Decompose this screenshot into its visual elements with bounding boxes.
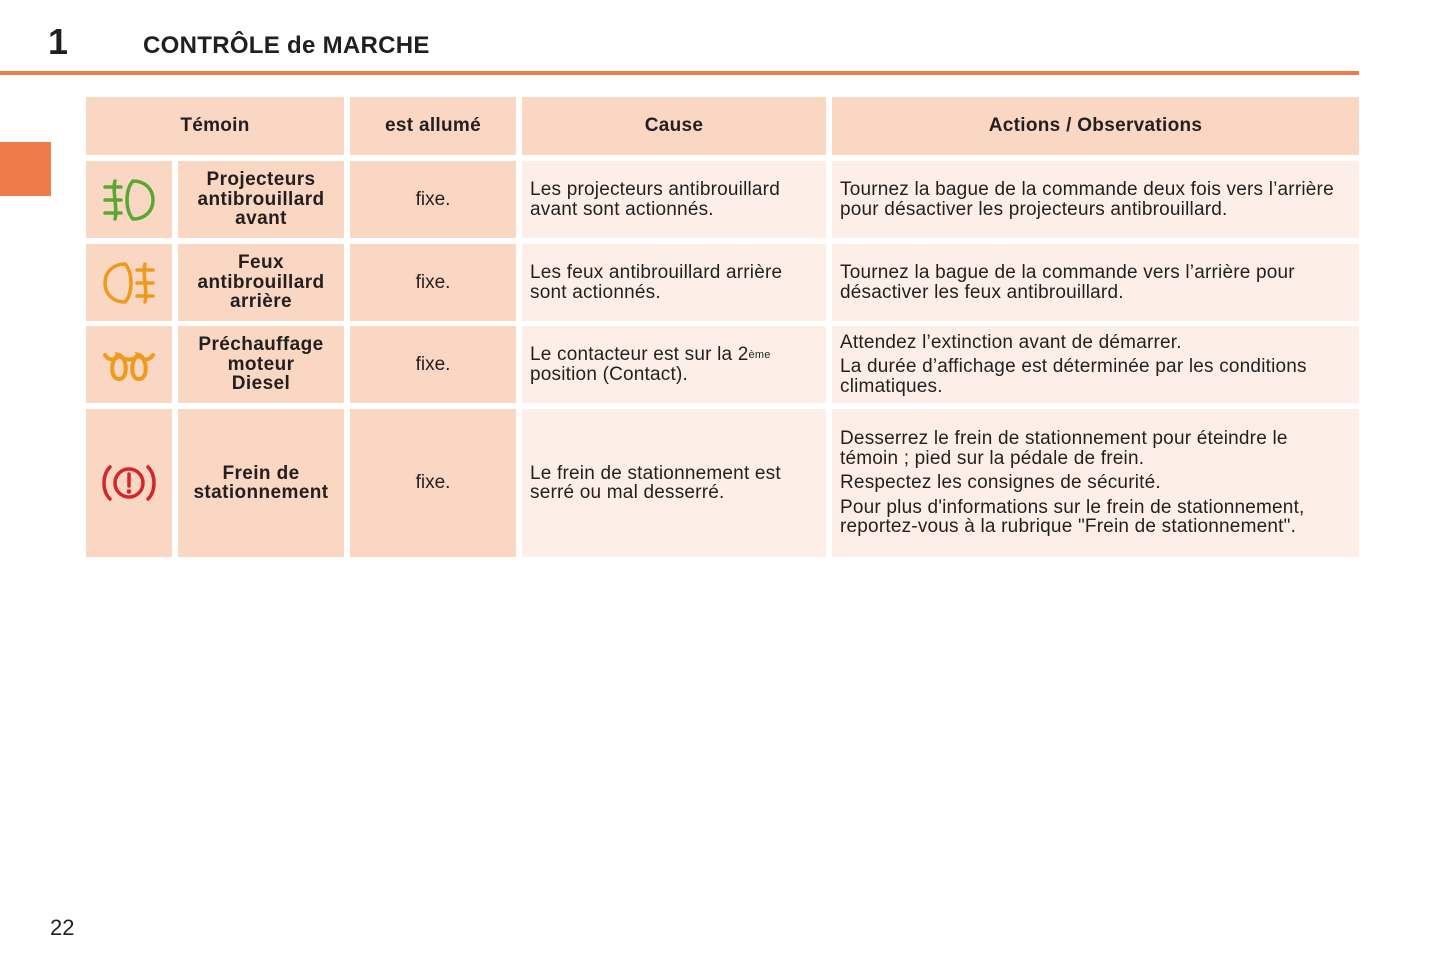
cause-text: Les projecteurs antibrouillard avant sont actionnés.	[530, 179, 780, 220]
cause-suffix: position (Contact).	[530, 363, 688, 385]
cause-text: Le frein de stationnement est serré ou mal desserré.	[530, 462, 781, 503]
action-text: Tournez la bague de la commande vers l’arrière pour désactiver les feux antibrouillard.	[840, 262, 1295, 303]
rear-fog-lamp-icon	[101, 258, 157, 308]
front-fog-lamp-icon	[101, 175, 157, 225]
name-line: Diesel	[231, 373, 291, 395]
action-text: La durée d’affichage est déterminée par les conditions climatiques.	[840, 356, 1307, 397]
action-text: Desserrez le frein de stationnement pour éteindre le témoin ; pied sur la pédale de frein.	[840, 428, 1288, 469]
table-row-cause	[522, 409, 826, 557]
table-row-cause	[522, 244, 826, 321]
table-row-name	[178, 326, 344, 403]
table-row-name	[178, 409, 344, 557]
table-row-state	[350, 409, 516, 557]
name-line: stationnement	[193, 482, 329, 503]
action-text: Pour plus d'informations sur le frein de stationnement, reportez-vous à la rubrique "Frein de stationnement".	[840, 496, 1305, 538]
table-row-actions	[832, 409, 1359, 557]
header-cause	[522, 97, 826, 155]
cause-superscript: ème	[748, 349, 771, 361]
table-row-icon	[86, 244, 172, 321]
table-row-state	[350, 326, 516, 403]
name-line: Frein de	[222, 462, 300, 484]
table-row-icon	[86, 409, 172, 557]
state-text: fixe.	[415, 472, 451, 494]
name-line: Préchauffage	[198, 334, 324, 356]
name-line: antibrouillard	[197, 271, 325, 293]
header-allume-label: est allumé	[385, 115, 481, 137]
table-row-cause	[522, 161, 826, 238]
table-row-actions	[832, 244, 1359, 321]
table-row-state	[350, 244, 516, 321]
header-actions	[832, 97, 1359, 155]
action-text: Tournez la bague de la commande deux fois vers l’arrière pour désactiver les projecteurs antibrouillard.	[840, 179, 1334, 220]
table-row-state	[350, 161, 516, 238]
table-row-icon	[86, 161, 172, 238]
table-row-name	[178, 161, 344, 238]
table-row-actions	[832, 161, 1359, 238]
name-line: arrière	[230, 291, 292, 313]
state-text: fixe.	[415, 188, 451, 210]
table-row-icon	[86, 326, 172, 403]
header-rule	[0, 71, 1359, 75]
name-line: avant	[235, 208, 287, 230]
parking-brake-icon	[99, 459, 159, 507]
cause-text	[530, 345, 818, 384]
name-line: moteur	[227, 353, 295, 375]
cause-text: Les feux antibrouillard arrière sont actionnés.	[530, 262, 783, 303]
chapter-number: 1	[48, 21, 69, 62]
header-allume	[350, 97, 516, 155]
state-text: fixe.	[415, 353, 451, 375]
page-title: CONTRÔLE de MARCHE	[143, 32, 430, 59]
name-line: antibrouillard	[197, 188, 325, 210]
table-row-name	[178, 244, 344, 321]
table-row-actions	[832, 326, 1359, 403]
page-number: 22	[50, 915, 75, 940]
header-temoin	[86, 97, 344, 155]
name-line: Feux	[238, 252, 284, 274]
diesel-preheating-icon	[101, 345, 157, 385]
action-text: Attendez l’extinction avant de démarrer.	[840, 331, 1182, 353]
chapter-tab[interactable]	[0, 142, 51, 196]
header-actions-label: Actions / Observations	[988, 115, 1203, 137]
name-line: Projecteurs	[206, 169, 316, 191]
state-text: fixe.	[415, 271, 451, 293]
action-text: Respectez les consignes de sécurité.	[840, 472, 1161, 494]
header-temoin-label: Témoin	[180, 115, 250, 137]
cause-prefix: Le contacteur est sur la 2	[530, 344, 749, 365]
header-cause-label: Cause	[644, 115, 704, 137]
table-row-cause	[522, 326, 826, 403]
